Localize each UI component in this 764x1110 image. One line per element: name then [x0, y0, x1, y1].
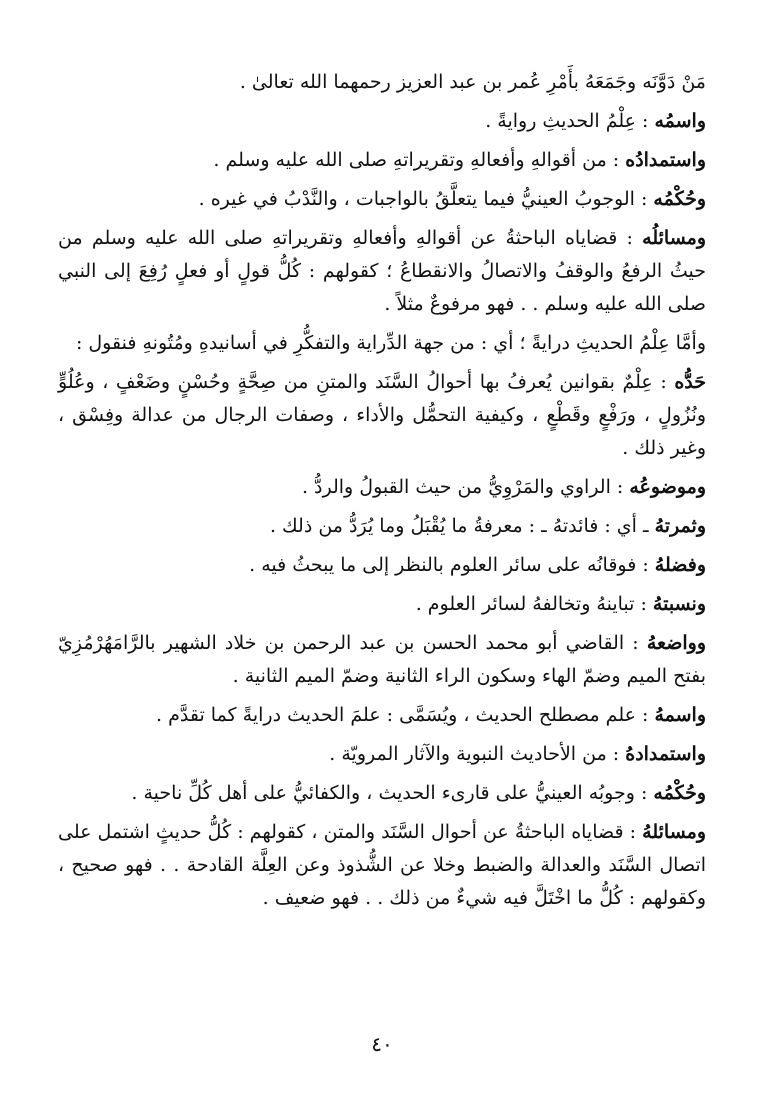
- paragraph-text: : القاضي أبو محمد الحسن بن عبد الرحمن بن خلاد الشهير بالرَّامَهُرْمُزِيّ بفتح الميم وضمّ الهاء وسكون الراء الثانية وضمّ الميم الثانية .: [58, 632, 706, 687]
- paragraph-term: واستمدادهُ: [625, 743, 706, 765]
- paragraph: [58, 144, 706, 177]
- paragraph-term: وثمرتهُ: [654, 515, 706, 537]
- paragraph-text: : من أقوالهِ وأفعالهِ وتقريراتهِ صلى الله عليه وسلم .: [213, 149, 626, 171]
- paragraph-text: : فوقانُه على سائر العلوم بالنظر إلى ما يبحثُ فيه .: [249, 554, 655, 576]
- paragraph: [58, 222, 706, 321]
- paragraph: [58, 471, 706, 504]
- paragraph-term: حَدُّه: [674, 371, 706, 393]
- paragraph: [58, 588, 706, 621]
- paragraph-text: : قضاياه الباحثةُ عن أحوال السَّنَد والمتن ، كقولهم : كُلُّ حديثٍ اشتمل على اتصال السَّنَد والعدالة والضبط وخلا عن الشُّذوذ وعن العِلَّة القادحة . . فهو صحيح ، وكقولهم : كُلُّ ما اخْتَلَّ فيه شيءٌ من ذلك . . فهو ضعيف .: [58, 821, 706, 909]
- paragraph-text: : عِلْمٌ بقوانين يُعرفُ بها أحوالُ السَّنَد والمتنِ من صِحَّةٍ وحُسْنٍ وضَعْفٍ ، وعُلُوٍّ ونُزُولٍ ، ورَفْعٍ وقَطْعٍ ، وكيفية التحمُّل والأداء ، وصفات الرجال من عدالة وفِسْق ، وغير ذلك .: [58, 371, 706, 459]
- paragraph: [58, 816, 706, 915]
- paragraph-text: : تباينهُ وتخالفهُ لسائر العلوم .: [415, 593, 653, 615]
- paragraph-term: واسمهُ: [654, 704, 706, 726]
- paragraph-text: : وجوبُه العينيُّ على قارىء الحديث ، والكفائيُّ على أهل كُلِّ ناحية .: [131, 782, 654, 804]
- paragraph-term: ومسائلُه: [642, 227, 706, 249]
- paragraph: [58, 627, 706, 693]
- paragraph-text: : قضاياه الباحثةُ عن أقوالهِ وأفعالهِ وتقريراتهِ صلى الله عليه وسلم من حيثُ الرفعُ والوقفُ والاتصالُ والانقطاعُ ؛ كقولهم : كُلُّ قولٍ أو فعلٍ رُفِعَ إلى النبي صلى الله عليه وسلم . . فهو مرفوعٌ مثلاً .: [58, 227, 706, 315]
- paragraph-text: : عِلْمُ الحديثِ روايةً .: [485, 110, 655, 132]
- paragraph: [58, 105, 706, 138]
- page-number: ٤٠: [371, 1032, 393, 1056]
- paragraph-text: : من الأحاديث النبوية والآثار المرويّة .: [329, 743, 626, 765]
- paragraph: [58, 777, 706, 810]
- paragraph-text: : علم مصطلح الحديث ، ويُسَمَّى : علمَ الحديث درايةً كما تقدَّم .: [156, 704, 655, 726]
- paragraph-text: : الوجوبُ العينيُّ فيما يتعلَّقُ بالواجبات ، والنَّدْبُ في غيره .: [198, 188, 654, 210]
- paragraph: [58, 699, 706, 732]
- paragraph: [58, 366, 706, 465]
- paragraph-term: واسمُه: [654, 110, 706, 132]
- paragraph-term: وموضوعُه: [629, 476, 706, 498]
- paragraph-term: ومسائلهُ: [642, 821, 706, 843]
- paragraph-text: : الراوي والمَرْوِيُّ من حيث القبولُ والردُّ .: [301, 476, 630, 498]
- body-text: [58, 66, 706, 915]
- paragraph: [58, 66, 706, 99]
- paragraph: [58, 510, 706, 543]
- paragraph: [58, 183, 706, 216]
- paragraph: [58, 738, 706, 771]
- paragraph-term: ونسبتهُ: [652, 593, 706, 615]
- paragraph: [58, 327, 706, 360]
- paragraph: [58, 549, 706, 582]
- paragraph-term: وواضعهُ: [646, 632, 706, 654]
- paragraph-term: واستمدادُه: [625, 149, 706, 171]
- paragraph-term: وحُكْمُه: [653, 188, 706, 210]
- paragraph-term: وحُكْمُه: [653, 782, 706, 804]
- paragraph-text: وأمَّا عِلْمُ الحديثِ درايةً ؛ أي : من جهة الدِّراية والتفكُّرِ في أسانيدهِ ومُتُونهِ فنقول :: [75, 332, 706, 354]
- paragraph-text: ـ أي : فائدتهُ ـ : معرفةُ ما يُقْبَلُ وما يُرَدُّ من ذلك .: [269, 515, 655, 537]
- paragraph-term: وفضلهُ: [654, 554, 706, 576]
- paragraph-text: مَنْ دَوَّنَه وجَمَعَهُ بأَمْرِ عُمر بن عبد العزيز رحمهما الله تعالىٰ .: [239, 71, 706, 93]
